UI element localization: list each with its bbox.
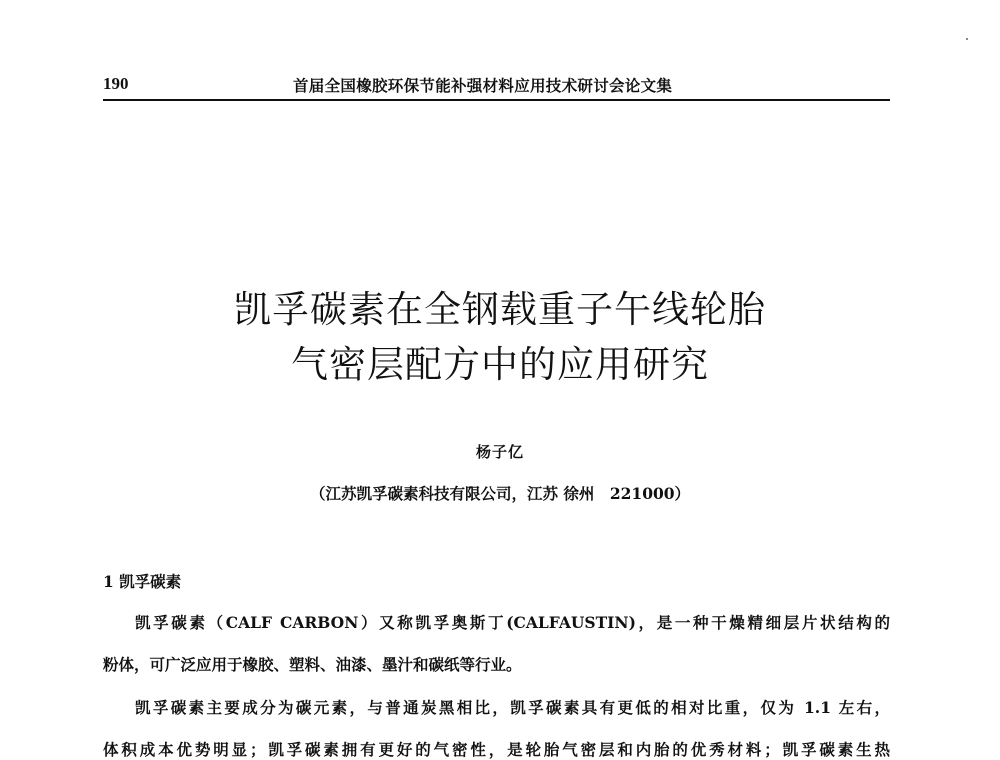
- section-heading: 1 凯孚碳素: [103, 572, 182, 591]
- scan-speck: [966, 38, 968, 40]
- running-title: 首届全国橡胶环保节能补强材料应用技术研讨会论文集: [293, 76, 673, 95]
- body-text-line: 凯孚碳素主要成分为碳元素，与普通炭黑相比，凯孚碳素具有更低的相对比重，仅为 1.1 左右，: [135, 698, 890, 717]
- body-text-line: 凯孚碳素（CALF CARBON）又称凯孚奥斯丁(CALFAUSTIN)，是一种干燥精细层片状结构的: [135, 613, 890, 632]
- body-text-line: 体积成本优势明显；凯孚碳素拥有更好的气密性，是轮胎气密层和内胎的优秀材料；凯孚碳素生热: [103, 740, 890, 759]
- author-affiliation: （江苏凯孚碳素科技有限公司，江苏 徐州 221000）: [309, 484, 691, 503]
- author-name: 杨子亿: [475, 443, 524, 461]
- page-number: 190: [103, 74, 129, 93]
- header-rule: [103, 99, 890, 101]
- paper-title: [0, 282, 1000, 392]
- running-header: [103, 74, 890, 100]
- paper-title-line-2: 气密层配方中的应用研究: [291, 343, 709, 386]
- paper-title-line-1: 凯孚碳素在全钢载重子午线轮胎: [234, 288, 766, 331]
- body-text-line: 粉体，可广泛应用于橡胶、塑料、油漆、墨汁和碳纸等行业。: [103, 655, 522, 674]
